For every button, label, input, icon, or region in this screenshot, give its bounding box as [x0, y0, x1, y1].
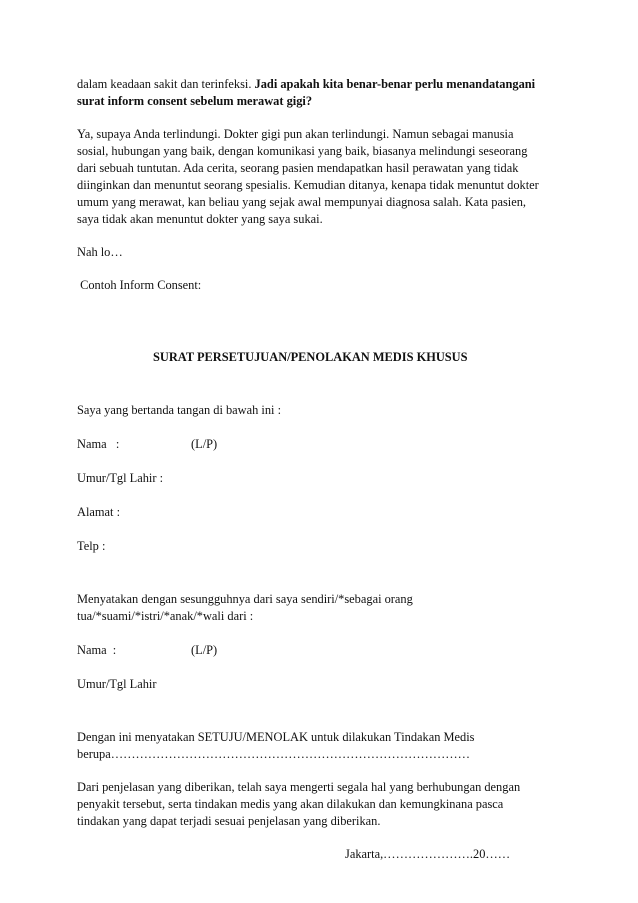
contoh-label: Contoh Inform Consent:	[77, 278, 202, 292]
explanation-paragraph	[77, 779, 577, 830]
consent-paragraph	[77, 729, 577, 763]
answer-line: Ya, supaya Anda terlindungi. Dokter gigi pun akan terlindungi. Namun sebagai manusia	[77, 127, 514, 141]
statement-paragraph	[77, 591, 577, 625]
signer-name-label: Nama :	[77, 437, 120, 451]
answer-line: saya tidak akan menuntut dokter yang saya sukai.	[77, 212, 323, 226]
patient-gender-label: (L/P)	[191, 643, 218, 657]
patient-age-label: Umur/Tgl Lahir	[77, 677, 157, 691]
patient-name-label: Nama :	[77, 643, 117, 657]
document-page	[77, 76, 577, 863]
patient-name-field	[77, 642, 577, 659]
signer-address-label: Alamat :	[77, 505, 121, 519]
intro-question	[77, 76, 577, 110]
intro-bold-text-2: surat inform consent sebelum merawat gigi?	[77, 94, 313, 108]
statement-line: tua/*suami/*istri/*anak/*wali dari :	[77, 609, 254, 623]
intro-plain-text: dalam keadaan sakit dan terinfeksi.	[77, 77, 255, 91]
consent-line: berupa……………………………………………………………………………	[77, 747, 471, 761]
consent-line: Dengan ini menyatakan SETUJU/MENOLAK untuk dilakukan Tindakan Medis	[77, 730, 475, 744]
nah-lo-text: Nah lo…	[77, 245, 123, 259]
signer-intro: Saya yang bertanda tangan di bawah ini :	[77, 403, 282, 417]
signer-name-field	[77, 436, 577, 453]
answer-paragraph	[77, 126, 577, 228]
signer-phone-label: Telp :	[77, 539, 106, 553]
explanation-line: Dari penjelasan yang diberikan, telah saya mengerti segala hal yang berhubungan dengan	[77, 780, 521, 794]
answer-line: dari sebuah tuntutan. Ada cerita, seorang pasien mendapatkan hasil perawatan yang tidak	[77, 161, 519, 175]
explanation-line: penyakit tersebut, serta tindakan medis yang akan dilakukan dan kemungkinana pasca	[77, 797, 504, 811]
answer-line: diinginkan dan menuntut seorang spesialis. Kemudian ditanya, kenapa tidak menuntut dokter	[77, 178, 539, 192]
form-title: SURAT PERSETUJUAN/PENOLAKAN MEDIS KHUSUS	[153, 350, 468, 364]
statement-line: Menyatakan dengan sesungguhnya dari saya sendiri/*sebagai orang	[77, 592, 413, 606]
answer-line: sosial, hubungan yang baik, dengan komunikasi yang baik, biasanya melindungi seseorang	[77, 144, 528, 158]
date-line: Jakarta,………………….20……	[345, 847, 511, 861]
intro-bold-text-1: Jadi apakah kita benar-benar perlu menandatangani	[254, 77, 536, 91]
signer-age-label: Umur/Tgl Lahir :	[77, 471, 164, 485]
signer-gender-label: (L/P)	[191, 437, 218, 451]
explanation-line: tindakan yang dapat terjadi sesuai penjelasan yang diberikan.	[77, 814, 381, 828]
answer-line: umum yang merawat, kan beliau yang sejak awal mempunyai diagnosa salah. Kata pasien,	[77, 195, 527, 209]
